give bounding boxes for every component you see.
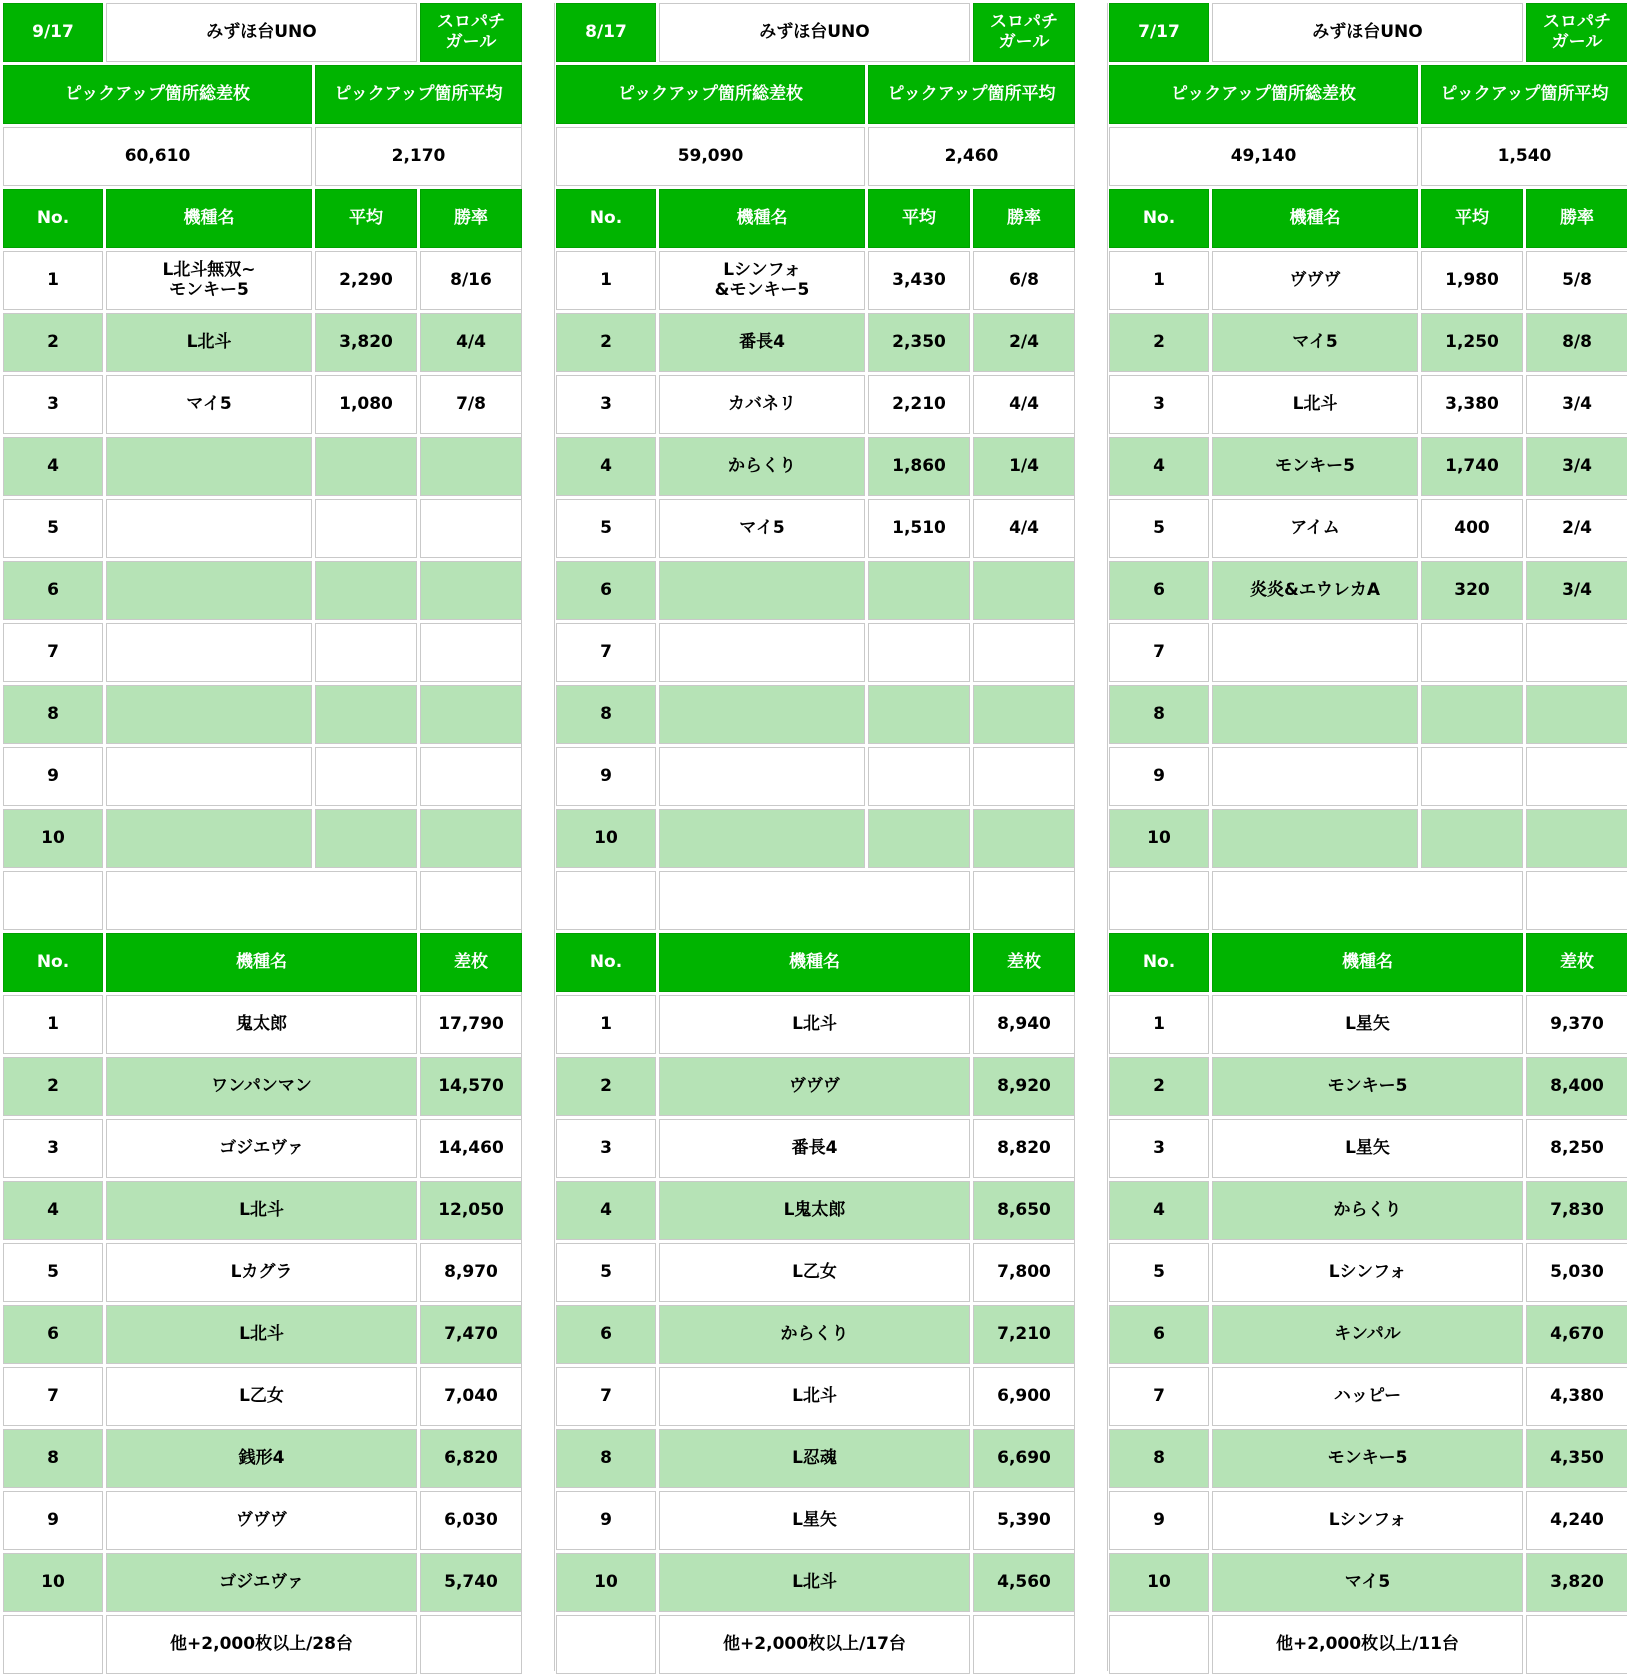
top-row-no: 6 <box>3 1305 103 1364</box>
top-row-machine: L北斗 <box>659 1367 970 1426</box>
pickup-row-avg <box>868 623 970 682</box>
top-header-machine: 機種名 <box>1212 933 1523 992</box>
pickup-row-machine <box>659 561 865 620</box>
pickup-row-machine: 番長4 <box>659 313 865 372</box>
pickup-row-avg: 320 <box>1421 561 1523 620</box>
pickup-row-no: 4 <box>1109 437 1209 496</box>
pickup-row-no: 3 <box>3 375 103 434</box>
date-panel <box>1109 3 1625 1674</box>
pickup-header-machine: 機種名 <box>1212 189 1418 248</box>
total-diff-value: 59,090 <box>556 127 865 186</box>
top-row-machine: モンキー5 <box>1212 1429 1523 1488</box>
pickup-row-no: 7 <box>1109 623 1209 682</box>
pickup-row-win <box>420 561 522 620</box>
pickup-row-avg: 1,740 <box>1421 437 1523 496</box>
spacer-cell <box>556 871 656 930</box>
pickup-row-machine <box>106 437 312 496</box>
top-header-machine: 機種名 <box>659 933 970 992</box>
top-row-diff: 8,650 <box>973 1181 1075 1240</box>
pickup-row-machine <box>106 623 312 682</box>
spacer-cell <box>1526 871 1627 930</box>
top-row-diff: 6,900 <box>973 1367 1075 1426</box>
pickup-row-avg <box>868 809 970 868</box>
pickup-row-win: 7/8 <box>420 375 522 434</box>
pickup-row-win <box>973 685 1075 744</box>
total-diff-label: ピックアップ箇所総差枚 <box>1109 65 1418 124</box>
spacer-cell <box>1109 871 1209 930</box>
top-row-no: 8 <box>1109 1429 1209 1488</box>
footer-blank <box>3 1615 103 1674</box>
top-row-no: 10 <box>3 1553 103 1612</box>
top-row-diff: 7,210 <box>973 1305 1075 1364</box>
average-value: 2,170 <box>315 127 522 186</box>
pickup-row-no: 2 <box>1109 313 1209 372</box>
top-row-no: 9 <box>556 1491 656 1550</box>
average-value: 2,460 <box>868 127 1075 186</box>
pickup-row-no: 5 <box>556 499 656 558</box>
pickup-row-win: 8/8 <box>1526 313 1627 372</box>
top-row-machine: L北斗 <box>659 1553 970 1612</box>
pickup-row-no: 1 <box>556 251 656 310</box>
top-row-machine: ワンパンマン <box>106 1057 417 1116</box>
sponsor-label: スロパチ ガール <box>1526 3 1627 62</box>
pickup-row-no: 4 <box>3 437 103 496</box>
top-row-no: 2 <box>3 1057 103 1116</box>
pickup-row-machine: L北斗 <box>106 313 312 372</box>
top-header-machine: 機種名 <box>106 933 417 992</box>
pickup-row-no: 9 <box>1109 747 1209 806</box>
pickup-row-avg: 1,080 <box>315 375 417 434</box>
pickup-row-win: 2/4 <box>1526 499 1627 558</box>
pickup-row-no: 6 <box>556 561 656 620</box>
sponsor-label: スロパチ ガール <box>420 3 522 62</box>
pickup-row-no: 5 <box>3 499 103 558</box>
top-row-diff: 6,030 <box>420 1491 522 1550</box>
top-row-machine: からくり <box>659 1305 970 1364</box>
top-row-diff: 7,830 <box>1526 1181 1627 1240</box>
top-row-diff: 12,050 <box>420 1181 522 1240</box>
pickup-row-avg: 3,380 <box>1421 375 1523 434</box>
pickup-row-win: 3/4 <box>1526 437 1627 496</box>
top-row-no: 9 <box>1109 1491 1209 1550</box>
top-row-machine: マイ5 <box>1212 1553 1523 1612</box>
pickup-header-machine: 機種名 <box>659 189 865 248</box>
pickup-header-win: 勝率 <box>420 189 522 248</box>
pickup-row-win: 1/4 <box>973 437 1075 496</box>
pickup-row-avg: 1,860 <box>868 437 970 496</box>
top-row-machine: L乙女 <box>106 1367 417 1426</box>
top-row-no: 8 <box>556 1429 656 1488</box>
pickup-row-avg: 2,290 <box>315 251 417 310</box>
pickup-row-win <box>1526 623 1627 682</box>
average-label: ピックアップ箇所平均 <box>315 65 522 124</box>
pickup-row-avg <box>315 747 417 806</box>
pickup-row-avg <box>1421 809 1523 868</box>
top-row-diff: 6,690 <box>973 1429 1075 1488</box>
pickup-row-win <box>973 747 1075 806</box>
date-panel <box>3 3 519 1674</box>
column-separator <box>1074 3 1108 1671</box>
pickup-header-no: No. <box>1109 189 1209 248</box>
top-header-diff: 差枚 <box>973 933 1075 992</box>
pickup-row-no: 2 <box>556 313 656 372</box>
top-row-no: 1 <box>3 995 103 1054</box>
pickup-header-avg: 平均 <box>315 189 417 248</box>
pickup-header-machine: 機種名 <box>106 189 312 248</box>
total-diff-value: 49,140 <box>1109 127 1418 186</box>
pickup-row-win: 3/4 <box>1526 561 1627 620</box>
top-row-diff: 4,240 <box>1526 1491 1627 1550</box>
pickup-row-avg <box>1421 623 1523 682</box>
pickup-row-machine <box>1212 747 1418 806</box>
top-row-no: 1 <box>1109 995 1209 1054</box>
top-row-diff: 7,470 <box>420 1305 522 1364</box>
pickup-row-win <box>420 499 522 558</box>
top-row-no: 5 <box>1109 1243 1209 1302</box>
pickup-header-no: No. <box>556 189 656 248</box>
footer-blank <box>1526 1615 1627 1674</box>
pickup-row-win <box>420 437 522 496</box>
top-row-no: 8 <box>3 1429 103 1488</box>
pickup-row-machine: マイ5 <box>106 375 312 434</box>
spacer-cell <box>106 871 417 930</box>
pickup-row-machine <box>659 685 865 744</box>
top-row-diff: 14,460 <box>420 1119 522 1178</box>
pickup-row-machine: マイ5 <box>659 499 865 558</box>
pickup-row-machine <box>106 561 312 620</box>
total-diff-label: ピックアップ箇所総差枚 <box>556 65 865 124</box>
top-row-machine: L乙女 <box>659 1243 970 1302</box>
top-row-no: 2 <box>1109 1057 1209 1116</box>
pickup-row-machine <box>1212 685 1418 744</box>
top-header-no: No. <box>556 933 656 992</box>
pickup-row-avg: 3,430 <box>868 251 970 310</box>
top-row-diff: 5,740 <box>420 1553 522 1612</box>
pickup-header-avg: 平均 <box>868 189 970 248</box>
top-row-diff: 4,350 <box>1526 1429 1627 1488</box>
top-row-no: 5 <box>3 1243 103 1302</box>
pickup-row-machine: モンキー5 <box>1212 437 1418 496</box>
pickup-row-machine <box>659 809 865 868</box>
pickup-row-avg <box>1421 747 1523 806</box>
pickup-row-no: 8 <box>556 685 656 744</box>
top-row-diff: 4,670 <box>1526 1305 1627 1364</box>
top-row-machine: ヴヴヴ <box>659 1057 970 1116</box>
top-header-no: No. <box>1109 933 1209 992</box>
average-label: ピックアップ箇所平均 <box>1421 65 1627 124</box>
pickup-row-no: 7 <box>3 623 103 682</box>
pickup-row-avg <box>868 747 970 806</box>
footer-blank <box>973 1615 1075 1674</box>
pickup-row-machine <box>659 747 865 806</box>
pickup-row-avg <box>315 561 417 620</box>
pickup-row-win: 8/16 <box>420 251 522 310</box>
pickup-row-avg <box>868 561 970 620</box>
top-row-diff: 7,800 <box>973 1243 1075 1302</box>
pickup-row-avg: 2,350 <box>868 313 970 372</box>
pickup-row-no: 10 <box>556 809 656 868</box>
top-row-machine: キンパル <box>1212 1305 1523 1364</box>
top-row-machine: Lシンフォ <box>1212 1243 1523 1302</box>
spacer-cell <box>659 871 970 930</box>
top-row-diff: 8,250 <box>1526 1119 1627 1178</box>
top-row-diff: 4,560 <box>973 1553 1075 1612</box>
top-row-machine: L星矢 <box>1212 995 1523 1054</box>
pickup-row-machine: Lシンフォ &モンキー5 <box>659 251 865 310</box>
top-row-diff: 9,370 <box>1526 995 1627 1054</box>
pickup-row-win <box>420 685 522 744</box>
top-row-machine: L鬼太郎 <box>659 1181 970 1240</box>
pickup-row-avg <box>315 623 417 682</box>
pickup-row-avg <box>315 685 417 744</box>
pickup-row-win <box>973 561 1075 620</box>
pickup-row-win <box>973 623 1075 682</box>
spacer-cell <box>3 871 103 930</box>
top-row-no: 10 <box>1109 1553 1209 1612</box>
top-row-no: 3 <box>3 1119 103 1178</box>
date-label: 9/17 <box>3 3 103 62</box>
pickup-row-machine <box>106 809 312 868</box>
pickup-row-avg: 1,510 <box>868 499 970 558</box>
pickup-row-no: 2 <box>3 313 103 372</box>
top-row-no: 7 <box>556 1367 656 1426</box>
pickup-row-machine: ヴヴヴ <box>1212 251 1418 310</box>
pickup-row-machine <box>659 623 865 682</box>
footer-blank <box>420 1615 522 1674</box>
top-row-no: 10 <box>556 1553 656 1612</box>
top-header-diff: 差枚 <box>420 933 522 992</box>
footer-note: 他+2,000枚以上/17台 <box>659 1615 970 1674</box>
top-row-no: 5 <box>556 1243 656 1302</box>
top-row-machine: Lシンフォ <box>1212 1491 1523 1550</box>
top-header-no: No. <box>3 933 103 992</box>
pickup-row-win: 2/4 <box>973 313 1075 372</box>
pickup-row-avg: 2,210 <box>868 375 970 434</box>
top-row-no: 4 <box>556 1181 656 1240</box>
store-name: みずほ台UNO <box>1212 3 1523 62</box>
top-row-diff: 3,820 <box>1526 1553 1627 1612</box>
pickup-row-avg: 400 <box>1421 499 1523 558</box>
pickup-header-win: 勝率 <box>973 189 1075 248</box>
spacer-cell <box>973 871 1075 930</box>
pickup-row-win <box>1526 685 1627 744</box>
top-row-machine: L忍魂 <box>659 1429 970 1488</box>
date-label: 7/17 <box>1109 3 1209 62</box>
pickup-row-no: 8 <box>1109 685 1209 744</box>
sponsor-label: スロパチ ガール <box>973 3 1075 62</box>
pickup-row-win <box>973 809 1075 868</box>
spacer-cell <box>420 871 522 930</box>
top-row-machine: 鬼太郎 <box>106 995 417 1054</box>
top-row-no: 4 <box>3 1181 103 1240</box>
top-row-machine: からくり <box>1212 1181 1523 1240</box>
top-row-diff: 5,390 <box>973 1491 1075 1550</box>
top-row-machine: L星矢 <box>659 1491 970 1550</box>
date-panel <box>556 3 1072 1674</box>
pickup-row-avg: 3,820 <box>315 313 417 372</box>
pickup-row-machine: L北斗無双~ モンキー5 <box>106 251 312 310</box>
top-row-no: 1 <box>556 995 656 1054</box>
pickup-row-machine: アイム <box>1212 499 1418 558</box>
store-name: みずほ台UNO <box>659 3 970 62</box>
date-label: 8/17 <box>556 3 656 62</box>
top-row-machine: ゴジエヴァ <box>106 1119 417 1178</box>
top-row-no: 7 <box>3 1367 103 1426</box>
top-header-diff: 差枚 <box>1526 933 1627 992</box>
pickup-row-win: 6/8 <box>973 251 1075 310</box>
top-row-diff: 8,400 <box>1526 1057 1627 1116</box>
average-label: ピックアップ箇所平均 <box>868 65 1075 124</box>
top-row-no: 7 <box>1109 1367 1209 1426</box>
pickup-row-machine <box>106 499 312 558</box>
pickup-row-win: 4/4 <box>973 375 1075 434</box>
pickup-row-machine: L北斗 <box>1212 375 1418 434</box>
pickup-row-avg: 1,250 <box>1421 313 1523 372</box>
top-row-diff: 4,380 <box>1526 1367 1627 1426</box>
spacer-cell <box>1212 871 1523 930</box>
pickup-row-no: 10 <box>3 809 103 868</box>
pickup-row-no: 10 <box>1109 809 1209 868</box>
top-row-no: 2 <box>556 1057 656 1116</box>
top-row-diff: 17,790 <box>420 995 522 1054</box>
top-row-diff: 8,940 <box>973 995 1075 1054</box>
top-row-machine: ゴジエヴァ <box>106 1553 417 1612</box>
pickup-row-no: 6 <box>1109 561 1209 620</box>
top-row-diff: 6,820 <box>420 1429 522 1488</box>
pickup-row-no: 9 <box>556 747 656 806</box>
pickup-row-no: 1 <box>1109 251 1209 310</box>
pickup-row-win: 4/4 <box>973 499 1075 558</box>
top-row-diff: 8,820 <box>973 1119 1075 1178</box>
top-row-machine: ハッピー <box>1212 1367 1523 1426</box>
pickup-row-no: 9 <box>3 747 103 806</box>
pickup-row-win: 5/8 <box>1526 251 1627 310</box>
top-row-no: 3 <box>1109 1119 1209 1178</box>
pickup-row-win <box>420 623 522 682</box>
pickup-row-machine: 炎炎&エウレカA <box>1212 561 1418 620</box>
pickup-row-win <box>420 747 522 806</box>
pickup-row-machine <box>1212 623 1418 682</box>
pickup-header-avg: 平均 <box>1421 189 1523 248</box>
top-row-diff: 5,030 <box>1526 1243 1627 1302</box>
average-value: 1,540 <box>1421 127 1627 186</box>
top-row-machine: Lカグラ <box>106 1243 417 1302</box>
pickup-row-machine <box>106 747 312 806</box>
pickup-header-no: No. <box>3 189 103 248</box>
top-row-diff: 8,970 <box>420 1243 522 1302</box>
column-separator <box>521 3 555 1671</box>
pickup-row-avg: 1,980 <box>1421 251 1523 310</box>
pickup-row-avg <box>315 437 417 496</box>
pickup-row-machine <box>1212 809 1418 868</box>
top-row-machine: L北斗 <box>659 995 970 1054</box>
pickup-row-avg <box>868 685 970 744</box>
top-row-machine: モンキー5 <box>1212 1057 1523 1116</box>
pickup-row-win: 3/4 <box>1526 375 1627 434</box>
top-row-machine: L星矢 <box>1212 1119 1523 1178</box>
top-row-diff: 7,040 <box>420 1367 522 1426</box>
top-row-no: 6 <box>556 1305 656 1364</box>
top-row-machine: ヴヴヴ <box>106 1491 417 1550</box>
top-row-no: 9 <box>3 1491 103 1550</box>
footer-note: 他+2,000枚以上/11台 <box>1212 1615 1523 1674</box>
pickup-row-machine: マイ5 <box>1212 313 1418 372</box>
top-row-diff: 14,570 <box>420 1057 522 1116</box>
pickup-row-win: 4/4 <box>420 313 522 372</box>
pickup-row-no: 1 <box>3 251 103 310</box>
pickup-row-win <box>1526 747 1627 806</box>
top-row-machine: L北斗 <box>106 1305 417 1364</box>
footer-blank <box>556 1615 656 1674</box>
pickup-row-no: 6 <box>3 561 103 620</box>
pickup-header-win: 勝率 <box>1526 189 1627 248</box>
store-name: みずほ台UNO <box>106 3 417 62</box>
pickup-row-no: 5 <box>1109 499 1209 558</box>
footer-note: 他+2,000枚以上/28台 <box>106 1615 417 1674</box>
pickup-row-machine <box>106 685 312 744</box>
pickup-row-no: 8 <box>3 685 103 744</box>
pickup-row-win <box>1526 809 1627 868</box>
top-row-machine: L北斗 <box>106 1181 417 1240</box>
top-row-diff: 8,920 <box>973 1057 1075 1116</box>
pickup-row-avg <box>1421 685 1523 744</box>
footer-blank <box>1109 1615 1209 1674</box>
top-row-no: 6 <box>1109 1305 1209 1364</box>
top-row-machine: 番長4 <box>659 1119 970 1178</box>
pickup-row-machine: カバネリ <box>659 375 865 434</box>
top-row-machine: 銭形4 <box>106 1429 417 1488</box>
pickup-row-avg <box>315 809 417 868</box>
pickup-row-no: 3 <box>1109 375 1209 434</box>
pickup-row-no: 7 <box>556 623 656 682</box>
pickup-row-win <box>420 809 522 868</box>
top-row-no: 3 <box>556 1119 656 1178</box>
pickup-row-machine: からくり <box>659 437 865 496</box>
total-diff-value: 60,610 <box>3 127 312 186</box>
pickup-row-no: 4 <box>556 437 656 496</box>
pickup-row-no: 3 <box>556 375 656 434</box>
total-diff-label: ピックアップ箇所総差枚 <box>3 65 312 124</box>
top-row-no: 4 <box>1109 1181 1209 1240</box>
pickup-row-avg <box>315 499 417 558</box>
